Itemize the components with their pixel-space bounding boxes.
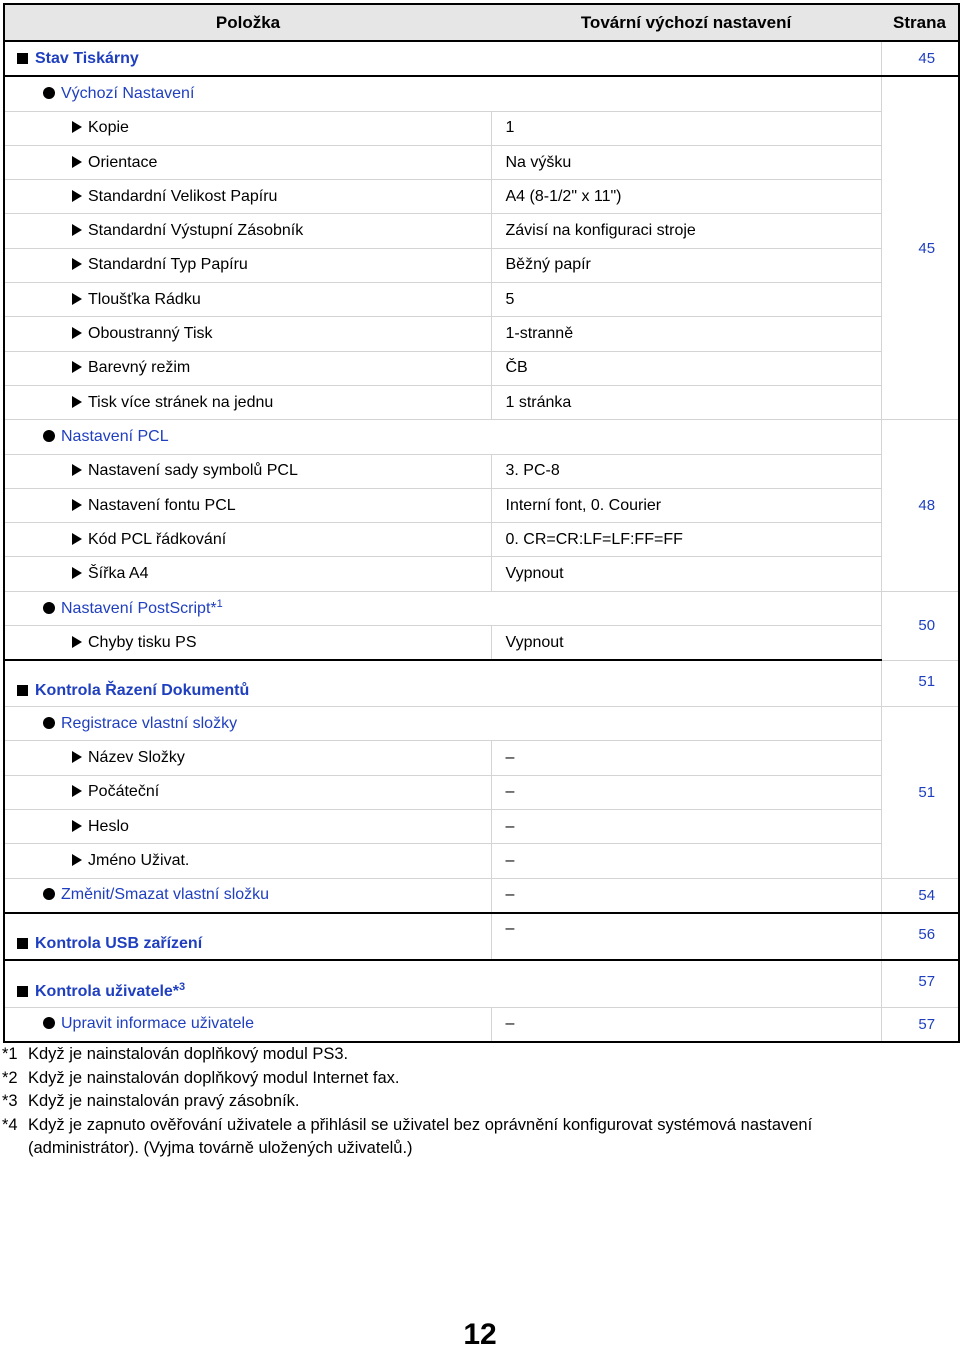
item-label: Barevný režim (88, 359, 191, 377)
group-label: Výchozí Nastavení (61, 84, 195, 102)
page-number: 12 (463, 1318, 497, 1351)
section-label: Kontrola uživatele* (35, 982, 180, 1000)
table-row (4, 488, 959, 522)
item-value: 1-stranně (491, 317, 881, 351)
item-label: Standardní Výstupní Zásobník (88, 222, 304, 240)
footnote-text: Když je nainstalován pravý zásobník. (28, 1092, 300, 1110)
table-row (4, 454, 959, 488)
item-label: Standardní Typ Papíru (88, 256, 248, 274)
item-value: – (491, 844, 881, 878)
item-value: 5 (491, 283, 881, 317)
table-row (4, 111, 959, 145)
item-value: Vypnout (491, 557, 881, 591)
item-value: – (491, 878, 881, 913)
item-label: Kód PCL řádkování (88, 530, 227, 548)
table-row (4, 76, 959, 111)
footnote (2, 1043, 902, 1067)
circle-bullet-icon (43, 888, 55, 900)
group-label: Změnit/Smazat vlastní složku (61, 886, 270, 904)
page-ref: 45 (881, 76, 959, 419)
item-value: ČB (491, 351, 881, 385)
table-row (4, 557, 959, 591)
item-label: Šířka A4 (88, 565, 149, 583)
table-row (4, 741, 959, 775)
footnote-text: Když je zapnuto ověřování uživatele a přihlásil se uživatel bez oprávnění konfigurovat systémová nastavení (administrátor). (Vyjma továrně uložených uživatelů.) (28, 1115, 813, 1157)
item-label: Standardní Velikost Papíru (88, 187, 278, 205)
header-default: Tovární výchozí nastavení (491, 4, 881, 41)
item-label: Heslo (88, 817, 129, 835)
table-row (4, 248, 959, 282)
table-row (4, 775, 959, 809)
table-row (4, 180, 959, 214)
item-label: Orientace (88, 153, 158, 171)
table-row (4, 844, 959, 878)
table-row (4, 283, 959, 317)
table-row (4, 878, 959, 913)
table-row (4, 420, 959, 454)
triangle-bullet-icon (72, 190, 82, 202)
triangle-bullet-icon (72, 499, 82, 511)
footnote-text: Když je nainstalován doplňkový modul PS3. (28, 1045, 349, 1063)
group-label: Nastavení PostScript* (61, 600, 217, 618)
triangle-bullet-icon (72, 820, 82, 832)
square-bullet-icon (17, 685, 28, 696)
item-value: 1 stránka (491, 385, 881, 419)
section-label: Kontrola USB zařízení (35, 935, 203, 953)
triangle-bullet-icon (72, 464, 82, 476)
table-row (4, 626, 959, 661)
page-ref: 50 (881, 591, 959, 660)
footnote-ref: 1 (216, 598, 223, 611)
item-value: 3. PC-8 (491, 454, 881, 488)
page-ref: 57 (881, 1007, 959, 1042)
circle-bullet-icon (43, 717, 55, 729)
table-header (4, 4, 959, 41)
item-label: Tisk více stránek na jednu (88, 393, 274, 411)
triangle-bullet-icon (72, 293, 82, 305)
page-ref: 56 (881, 913, 959, 960)
page-ref: 51 (881, 660, 959, 706)
square-bullet-icon (17, 986, 28, 997)
item-label: Tloušťka Rádku (88, 290, 201, 308)
item-value: – (491, 913, 881, 960)
footnote-key: *4 (2, 1115, 18, 1134)
item-label: Nastavení fontu PCL (88, 496, 236, 514)
triangle-bullet-icon (72, 258, 82, 270)
item-value: – (491, 810, 881, 844)
header-item: Položka (4, 4, 491, 41)
table-row (4, 660, 959, 706)
triangle-bullet-icon (72, 121, 82, 133)
footnote (2, 1067, 902, 1091)
page-ref: 57 (881, 960, 959, 1007)
footnote-text: Když je nainstalován doplňkový modul Internet fax. (28, 1068, 400, 1087)
footnote-ref: 3 (179, 980, 186, 993)
settings-table (3, 3, 960, 1043)
footnote-key: *2 (2, 1068, 18, 1087)
item-label: Počáteční (88, 783, 160, 801)
header-page: Strana (881, 4, 959, 41)
footnote (2, 1114, 902, 1161)
item-value: Vypnout (491, 626, 881, 661)
triangle-bullet-icon (72, 567, 82, 579)
table-row (4, 707, 959, 741)
item-label: Nastavení sady symbolů PCL (88, 462, 298, 480)
item-value: – (491, 1007, 881, 1042)
table-row (4, 913, 959, 960)
page-ref: 48 (881, 420, 959, 591)
triangle-bullet-icon (72, 396, 82, 408)
table-row (4, 1007, 959, 1042)
triangle-bullet-icon (72, 224, 82, 236)
triangle-bullet-icon (72, 785, 82, 797)
item-label: Kopie (88, 119, 129, 137)
triangle-bullet-icon (72, 533, 82, 545)
square-bullet-icon (17, 938, 28, 949)
circle-bullet-icon (43, 602, 55, 614)
item-value: Interní font, 0. Courier (491, 488, 881, 522)
circle-bullet-icon (43, 430, 55, 442)
item-value: Závisí na konfiguraci stroje (491, 214, 881, 248)
item-value: – (491, 775, 881, 809)
item-value: A4 (8-1/2" x 11") (491, 180, 881, 214)
table-row (4, 145, 959, 179)
group-label: Registrace vlastní složky (61, 714, 238, 732)
item-label: Jméno Uživat. (88, 851, 190, 869)
item-value: 1 (491, 111, 881, 145)
triangle-bullet-icon (72, 361, 82, 373)
square-bullet-icon (17, 53, 28, 64)
page-ref: 54 (881, 878, 959, 913)
triangle-bullet-icon (72, 156, 82, 168)
item-value: 0. CR=CR:LF=LF:FF=FF (491, 523, 881, 557)
item-value: Na výšku (491, 145, 881, 179)
group-label: Upravit informace uživatele (61, 1015, 254, 1033)
item-label: Chyby tisku PS (88, 633, 197, 651)
section-label: Stav Tiskárny (35, 49, 139, 67)
circle-bullet-icon (43, 1017, 55, 1029)
table-row (4, 317, 959, 351)
table-row (4, 810, 959, 844)
item-label: Oboustranný Tisk (88, 325, 213, 343)
circle-bullet-icon (43, 87, 55, 99)
triangle-bullet-icon (72, 854, 82, 866)
table-row (4, 960, 959, 1007)
item-label: Název Složky (88, 749, 185, 767)
table-row (4, 385, 959, 419)
table-row (4, 591, 959, 625)
page-ref: 51 (881, 707, 959, 878)
group-label: Nastavení PCL (61, 427, 169, 445)
footnote-key: *1 (2, 1045, 18, 1063)
footnote (2, 1090, 902, 1114)
section-label: Kontrola Řazení Dokumentů (35, 682, 250, 700)
footnote-key: *3 (2, 1092, 18, 1110)
item-value: Běžný papír (491, 248, 881, 282)
table-row (4, 214, 959, 248)
triangle-bullet-icon (72, 751, 82, 763)
triangle-bullet-icon (72, 636, 82, 648)
table-row (4, 523, 959, 557)
footnotes (2, 1043, 902, 1161)
table-row (4, 41, 959, 76)
table-row (4, 351, 959, 385)
item-value: – (491, 741, 881, 775)
triangle-bullet-icon (72, 327, 82, 339)
page-ref: 45 (881, 41, 959, 76)
